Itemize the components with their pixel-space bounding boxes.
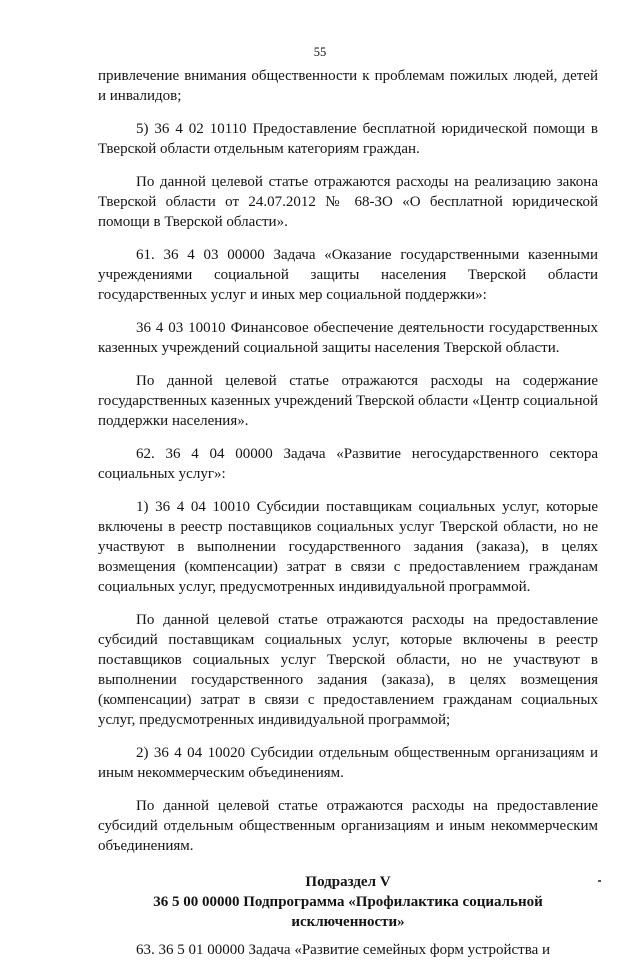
section-heading	[98, 872, 598, 932]
paragraph-continuation: привлечение внимания общественности к проблемам пожилых людей, детей и инвалидов;	[98, 68, 598, 104]
paragraph-item-5: 5) 36 4 02 10110 Предоставление бесплатной юридической помощи в Тверской области отдельным категориям граждан.	[98, 121, 598, 157]
subprogram-title-line1: 36 5 00 00000 Подпрограмма «Профилактика социальной	[153, 894, 543, 910]
paragraph-task-62: 62. 36 4 04 00000 Задача «Развитие негосударственного сектора социальных услуг»:	[98, 446, 598, 482]
scan-mark	[598, 880, 601, 882]
paragraph-article-36403: 36 4 03 10010 Финансовое обеспечение деятельности государственных казенных учреждений социальной защиты населения Тверской области.	[98, 320, 598, 356]
paragraph-description: По данной целевой статье отражаются расходы на предоставление субсидий отдельным общественным организациям и иным некоммерческим объединениям.	[98, 798, 598, 854]
paragraph-task-61: 61. 36 4 03 00000 Задача «Оказание государственными казенными учреждениями социальной защиты населения Тверской области государственных услуг и иных мер социальной поддержки»:	[98, 247, 598, 303]
paragraph-description: По данной целевой статье отражаются расходы на реализацию закона Тверской области от 24.07.2012 № 68-ЗО «О бесплатной юридической помощи в Тверской области».	[98, 174, 598, 230]
paragraph-item-2: 2) 36 4 04 10020 Субсидии отдельным общественным организациям и иным некоммерческим объединениям.	[98, 745, 598, 781]
subsection-title: Подраздел V	[305, 874, 391, 890]
page-number: 55	[313, 45, 327, 59]
document-body	[98, 66, 598, 973]
paragraph-task-63: 63. 36 5 01 00000 Задача «Развитие семейных форм устройства и	[136, 942, 551, 958]
paragraph-description: По данной целевой статье отражаются расходы на содержание государственных казенных учреждений Тверской области «Центр социальной поддержки населения».	[98, 373, 598, 429]
paragraph-description: По данной целевой статье отражаются расходы на предоставление субсидий поставщикам социальных услуг, которые включены в реестр поставщиков социальных услуг Тверской области, но не участвуют в выполнении государственного задания (заказа), в целях возмещения (компенсации) затрат в связи с предоставлением гражданам социальных услуг, предусмотренных индивидуальной программой;	[98, 612, 598, 728]
subprogram-title-line2: исключенности»	[291, 914, 405, 930]
paragraph-item-1: 1) 36 4 04 10010 Субсидии поставщикам социальных услуг, которые включены в реестр поставщиков социальных услуг Тверской области, но не участвуют в выполнении государственного задания (заказа), в целях возмещения (компенсации) затрат в связи с предоставлением гражданам социальных услуг, предусмотренных индивидуальной программой.	[98, 499, 598, 595]
